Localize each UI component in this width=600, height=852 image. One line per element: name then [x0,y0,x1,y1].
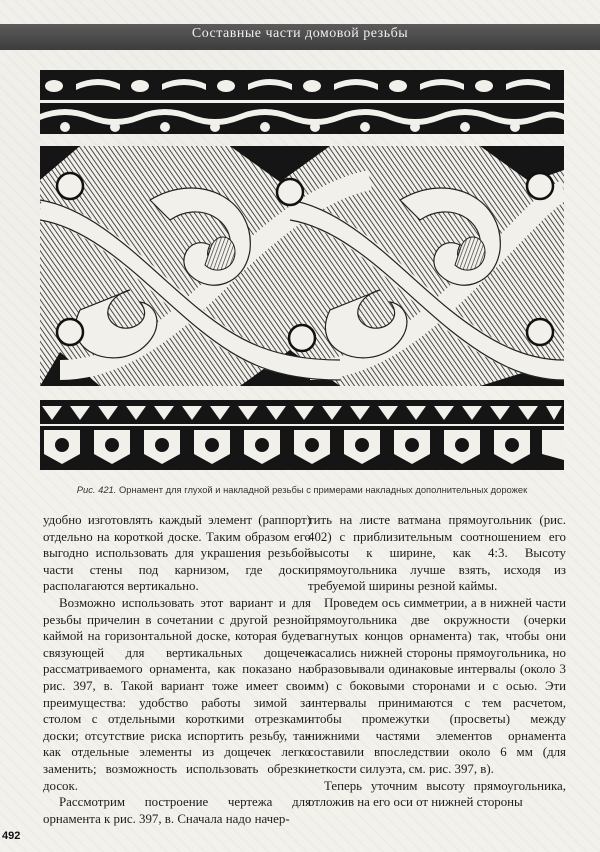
ornament-figure [40,70,564,470]
right-paragraph-3: Теперь уточним высоту прямоугольника, отложив на его оси от нижней стороны [308,778,566,810]
ornament-illustration [40,70,564,470]
figure-caption [40,484,564,495]
right-paragraph-2: Проведем ось симметрии, а в нижней части прямоугольника две окружности (очерки загнутых концов орнамента) так, чтобы они касались нижней стороны прямоугольника, но образовывали одинаковые интервалы (около 3 мм) с боковыми сторонами и с осью. Эти интервалы принимаются с тем расчетом, чтобы промежутки (просветы) между нижними частями элементов орнамента составили впоследствии около 6 мм (для четкости силуэта, см. рис. 397, в). [308,595,566,776]
right-column [308,512,566,811]
figure-number: Рис. 421. [76,484,117,495]
right-paragraph-1: тить на листе ватмана прямоугольник (рис. 402) с приблизительным соотношением его высоты к ширине, как 4:3. Высоту прямоугольника лучше взять, исходя из требуемой ширины резной каймы. [308,513,566,594]
left-paragraph-3: Рассмотрим построение чертежа для орнамента к рис. 397, в. Сначала надо начер- [43,795,311,826]
left-column [43,512,311,827]
page-title: Составные части домовой резьбы [191,26,409,41]
figure-caption-text: Орнамент для глухой и накладной резьбы с примерами накладных дополнительных дорожек [118,484,528,495]
left-paragraph-1: удобно изготовлять каждый элемент (раппорт) отдельно на короткой доске. Таким образом его выгодно использовать для украшения резьбой части стены под карнизом, где доски располагаются вертикально. [43,513,311,594]
page-number: 492 [2,830,21,842]
top-border [40,70,564,134]
scroll-band [40,146,564,386]
bottom-border [40,400,564,470]
left-paragraph-2: Возможно использовать этот вариант и для резьбы причелин в сочетании с другой резной каймой на горизонтальной доске, которая будет связующей для вертикальных дощечек рассматриваемого орнамента, как показано на рис. 397, в. Такой вариант тоже имеет свои преимущества: удобство работы зимой за столом с отдельными короткими отрезками доски; отсутствие риска испортить резьбу, так как отдельные элементы из дощечек легко заменить; возможность использовать обрезки досок. [43,595,311,793]
